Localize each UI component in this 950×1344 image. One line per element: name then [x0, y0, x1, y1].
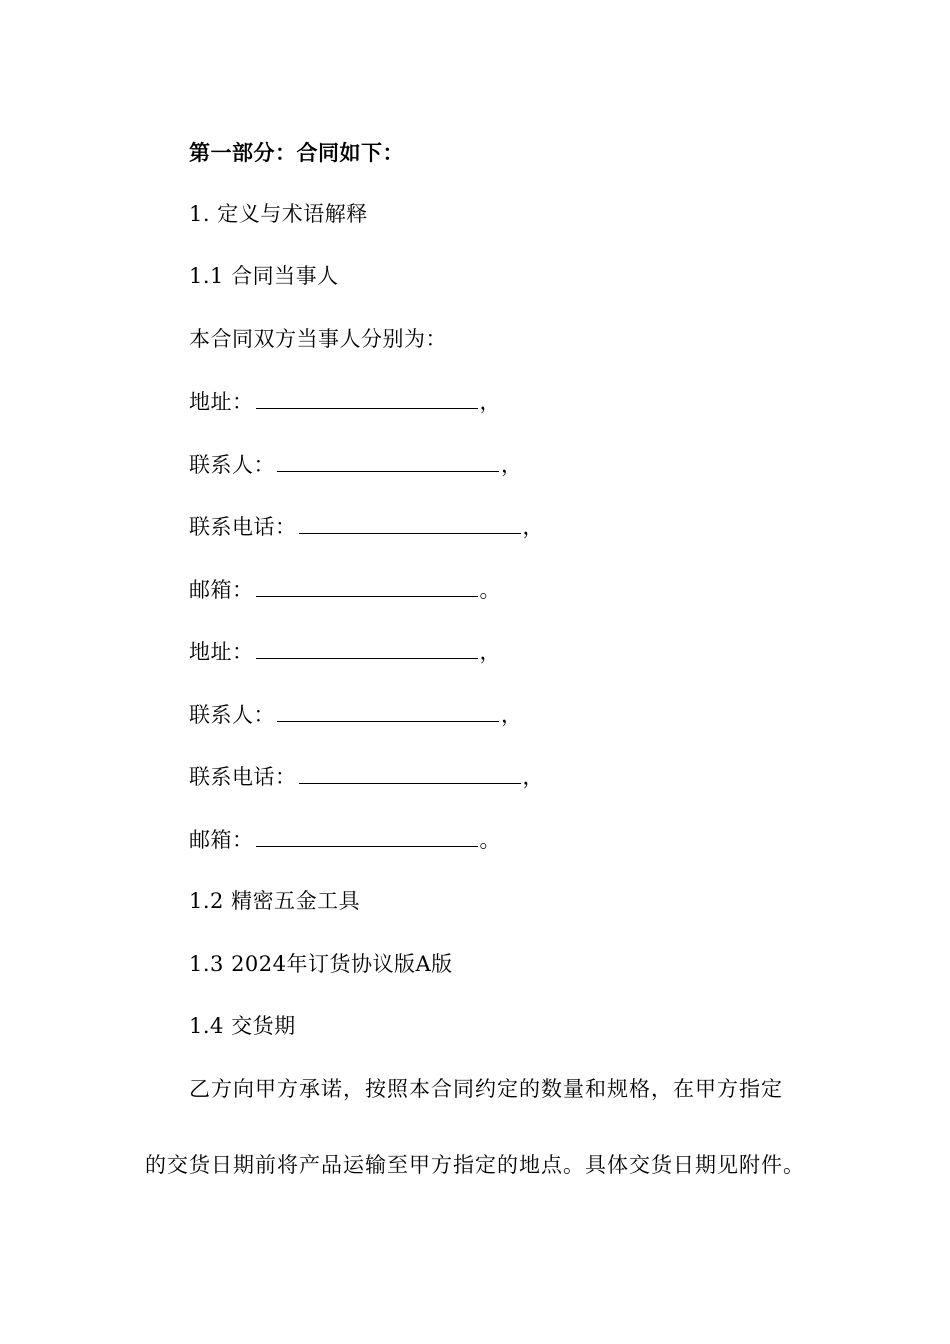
- contact-blank: [277, 701, 499, 722]
- party-a-contact-line: [189, 451, 523, 478]
- address-label: 地址：: [189, 390, 254, 414]
- email-label: 邮箱：: [189, 828, 254, 852]
- address-blank: [256, 388, 478, 409]
- phone-blank: [299, 513, 521, 534]
- email-punct: 。: [479, 828, 501, 852]
- address-blank: [256, 638, 478, 659]
- address-label: 地址：: [189, 640, 254, 664]
- address-punct: ，: [479, 640, 501, 664]
- delivery-paragraph-line-2: 的交货日期前将产品运输至甲方指定的地点。具体交货日期见附件。: [145, 1153, 805, 1177]
- section-1-1-title: 1.1 合同当事人: [189, 264, 339, 288]
- address-punct: ，: [479, 390, 501, 414]
- party-b-address-line: [189, 638, 501, 665]
- phone-blank: [299, 763, 521, 784]
- email-blank: [256, 826, 478, 847]
- email-label: 邮箱：: [189, 578, 254, 602]
- contact-punct: ，: [501, 453, 523, 477]
- email-punct: 。: [479, 578, 501, 602]
- section-1-4-title: 1.4 交货期: [189, 1014, 296, 1038]
- section-1-title: 1. 定义与术语解释: [189, 202, 368, 226]
- part-heading: 第一部分：合同如下：: [189, 141, 404, 165]
- contact-label: 联系人：: [189, 453, 275, 477]
- party-b-phone-line: [189, 763, 544, 790]
- phone-punct: ，: [522, 765, 544, 789]
- section-1-2-title: 1.2 精密五金工具: [189, 889, 361, 913]
- contact-blank: [277, 451, 499, 472]
- party-a-phone-line: [189, 513, 544, 540]
- party-b-email-line: [189, 826, 501, 853]
- delivery-paragraph-line-1: 乙方向甲方承诺，按照本合同约定的数量和规格，在甲方指定: [189, 1077, 783, 1101]
- phone-label: 联系电话：: [189, 515, 297, 539]
- contact-punct: ，: [501, 703, 523, 727]
- contact-label: 联系人：: [189, 703, 275, 727]
- section-1-3-title: 1.3 2024年订货协议版A版: [189, 952, 453, 976]
- party-b-contact-line: [189, 701, 523, 728]
- party-a-email-line: [189, 576, 501, 603]
- phone-punct: ，: [522, 515, 544, 539]
- email-blank: [256, 576, 478, 597]
- parties-intro: 本合同双方当事人分别为：: [189, 327, 447, 351]
- party-a-address-line: [189, 388, 501, 415]
- phone-label: 联系电话：: [189, 765, 297, 789]
